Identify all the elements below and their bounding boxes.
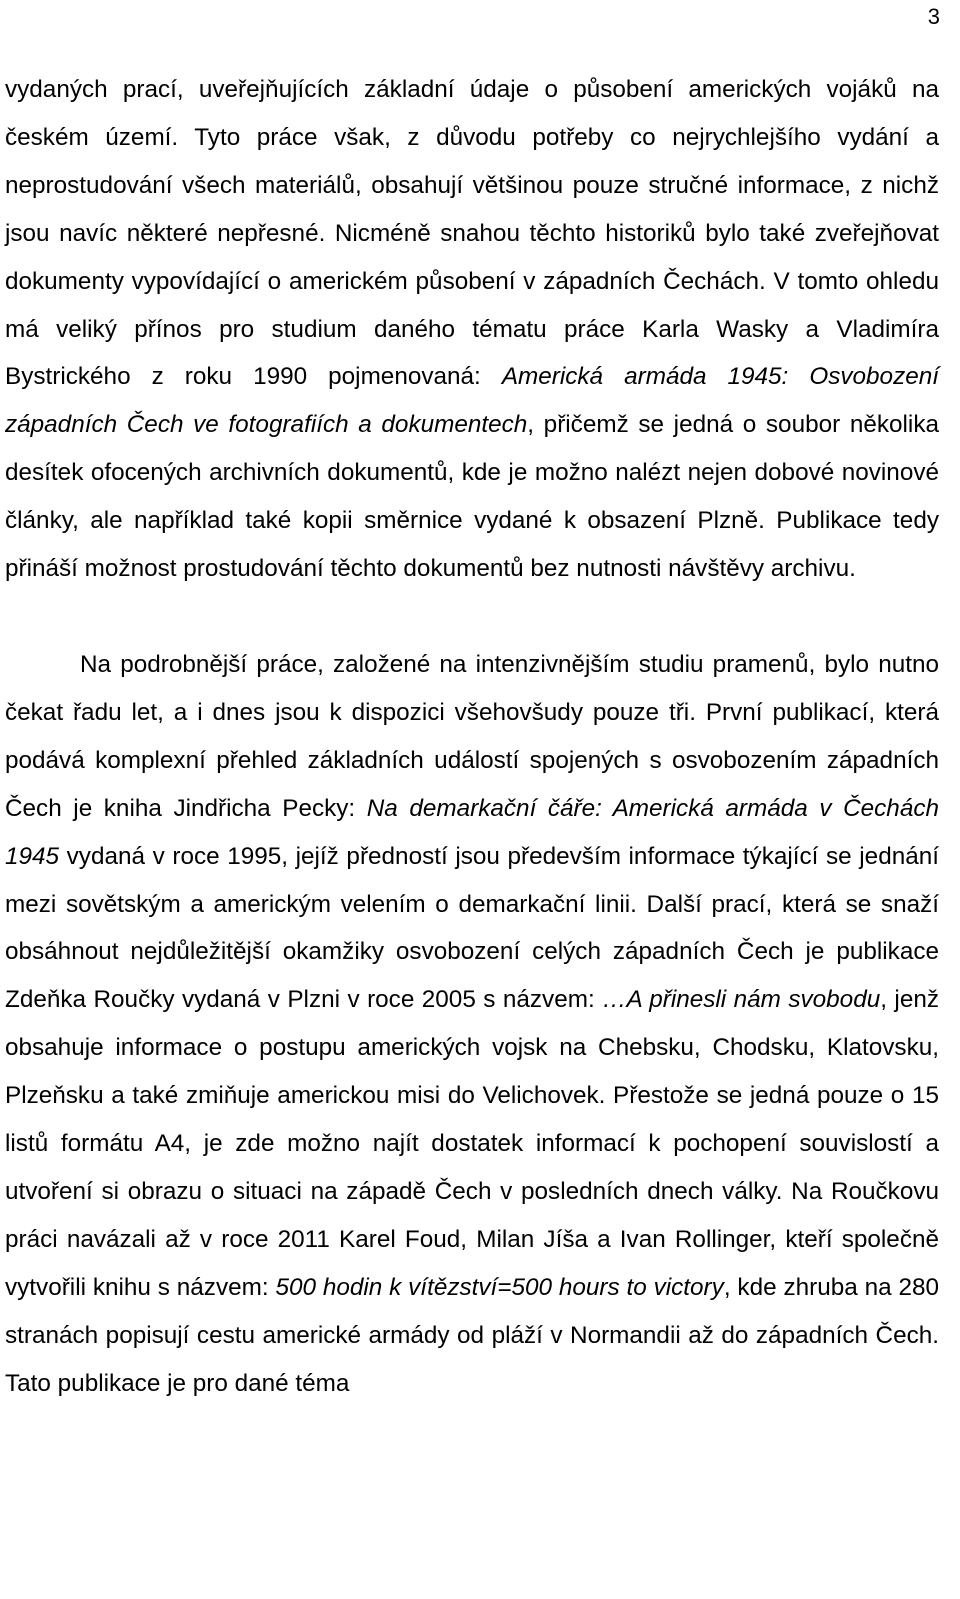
paragraph-2 — [5, 641, 939, 1408]
text-segment: Na podrobnější práce, založené na intenzivnějším studiu pramenů, bylo nutno čekat řadu let, a i dnes jsou k dispozici všehovšudy pouze tři. První publikací, která podává komplexní přehled základních událostí spojených s osvobozením západních Čech je kniha Jindřicha Pecky: — [5, 650, 939, 822]
italic-title-segment: …A přinesli nám svobodu — [602, 986, 881, 1014]
page-number: 3 — [927, 4, 940, 29]
text-segment: vydaná v roce 1995, jejíž předností jsou především informace týkající se jednání mezi sovětským a americkým velením o demarkační linii. Další prací, která se snaží obsáhnout nejdůležitější okamžiky osvobození celých západních Čech je publikace Zdeňka Roučky vydaná v Plzni v roce 2005 s názvem: — [5, 842, 939, 1014]
document-body — [5, 66, 939, 1407]
text-segment: , přičemž se jedná o soubor několika desítek ofocených archivních dokumentů, kde je možno nalézt nejen dobové novinové články, ale například také kopii směrnice vydané k obsazení Plzně. Publikace tedy přináší možnost prostudování těchto dokumentů bez nutnosti návštěvy archivu. — [5, 411, 939, 583]
text-segment: , kde zhruba na 280 stranách popisují cestu americké armády od pláží v Normandii až do západních Čech. Tato publikace je pro dané téma — [5, 1273, 940, 1397]
italic-title-segment: Americká armáda 1945: Osvobození západních Čech ve fotografiích a dokumentech — [5, 363, 939, 439]
paragraph-spacer — [5, 593, 939, 641]
text-segment: , jenž obsahuje informace o postupu amerických vojsk na Chebsku, Chodsku, Klatovsku, Plzeňsku a také zmiňuje americkou misi do Velichovek. Přestože se jedná pouze o 15 listů formátu A4, je zde možno najít dostatek informací k pochopení souvislostí a utvoření si obrazu o situaci na západě Čech v posledních dnech války. Na Roučkovu práci navázali až v roce 2011 Karel Foud, Milan Jíša a Ivan Rollinger, kteří společně vytvořili knihu s názvem: — [5, 986, 940, 1301]
italic-title-segment: Na demarkační čáře: Americká armáda v Čechách 1945 — [5, 794, 939, 870]
paragraph-1 — [5, 66, 939, 593]
text-segment: vydaných prací, uveřejňujících základní údaje o působení amerických vojáků na českém území. Tyto práce však, z důvodu potřeby co nejrychlejšího vydání a neprostudování všech materiálů, obsahují většinou pouze stručné informace, z nichž jsou navíc některé nepřesné. Nicméně snahou těchto historiků bylo také zveřejňovat dokumenty vypovídající o americkém působení v západních Čechách. V tomto ohledu má veliký přínos pro studium daného tématu práce Karla Wasky a Vladimíra Bystrického z roku 1990 pojmenovaná: — [5, 76, 939, 391]
italic-title-segment: 500 hodin k vítězství=500 hours to victory — [275, 1273, 724, 1301]
